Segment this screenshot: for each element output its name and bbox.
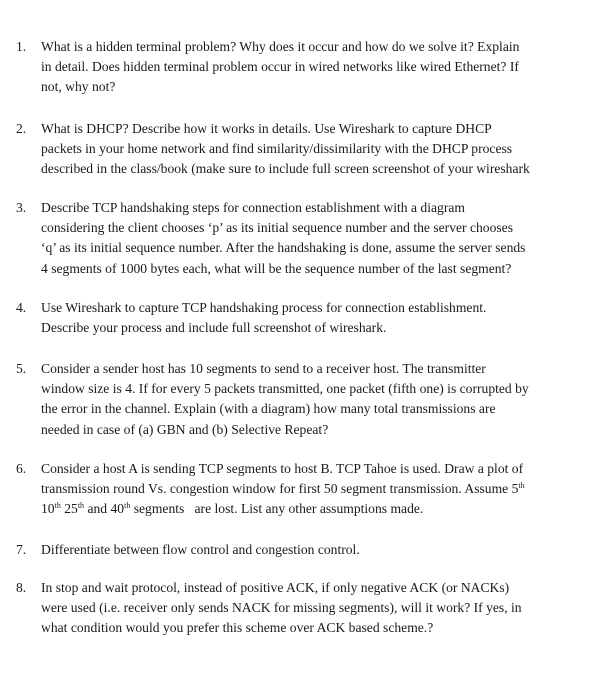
text-line: Describe TCP handshaking steps for connection establishment with a diagram	[41, 200, 465, 215]
superscript: th	[77, 501, 85, 511]
question-number: 6.	[16, 461, 27, 476]
text-line: Use Wireshark to capture TCP handshaking process for connection establishment.	[41, 300, 487, 315]
superscript: th	[124, 501, 131, 511]
question-text	[41, 37, 594, 98]
text-fragment: 25	[60, 501, 78, 517]
text-line: What is DHCP? Describe how it works in details. Use Wireshark to capture DHCP	[41, 121, 492, 136]
superscript: th	[518, 481, 525, 491]
text-line: What is a hidden terminal problem? Why does it occur and how do we solve it? Explain	[41, 39, 520, 54]
text-line: In stop and wait protocol, instead of positive ACK, if only negative ACK (or NACKs)	[41, 580, 510, 595]
text-line: considering the client chooses ‘p’ as its initial sequence number and the server chooses	[41, 220, 513, 236]
text-line: Consider a host A is sending TCP segments to host B. TCP Tahoe is used. Draw a plot of	[41, 461, 524, 476]
text-line: packets in your home network and find similarity/dissimilarity with the DHCP process	[41, 141, 513, 157]
question-number: 5.	[16, 361, 27, 376]
question-number: 8.	[16, 580, 27, 595]
text-line	[41, 479, 594, 499]
text-line	[41, 499, 594, 519]
text-fragment: transmission round Vs. congestion window for first 50 segment transmission. Assume 5	[41, 481, 519, 497]
text-fragment: 10	[41, 501, 55, 517]
question-number: 3.	[16, 200, 27, 215]
text-fragment: and 40	[84, 501, 125, 517]
text-line: not, why not?	[41, 79, 116, 95]
question-text	[41, 578, 594, 639]
question-number: 7.	[16, 542, 27, 557]
question-text	[41, 119, 594, 180]
text-line: in detail. Does hidden terminal problem occur in wired networks like wired Ethernet? If	[41, 59, 519, 75]
text-line: needed in case of (a) GBN and (b) Selective Repeat?	[41, 421, 329, 437]
question-text	[41, 459, 594, 520]
question-text	[41, 198, 594, 279]
text-line: Describe your process and include full screenshot of wireshark.	[41, 320, 387, 336]
text-line: window size is 4. If for every 5 packets transmitted, one packet (fifth one) is corrupted by	[41, 381, 529, 397]
question-text	[41, 359, 594, 440]
text-line: described in the class/book (make sure to include full screen screenshot of your wireshark	[41, 161, 530, 177]
text-line: the error in the channel. Explain (with a diagram) how many total transmissions are	[41, 401, 496, 417]
question-number: 1.	[16, 39, 27, 54]
superscript: th	[54, 501, 61, 511]
text-fragment: segments are lost. List any other assumptions made.	[130, 501, 424, 517]
text-line: were used (i.e. receiver only sends NACK for missing segments), will it work? If yes, in	[41, 600, 522, 616]
text-line: 4 segments of 1000 bytes each, what will be the sequence number of the last segment?	[41, 260, 512, 276]
question-number: 4.	[16, 300, 27, 315]
question-text	[41, 540, 594, 560]
question-text	[41, 298, 594, 338]
text-line: ‘q’ as its initial sequence number. After the handshaking is done, assume the server sends	[41, 240, 526, 256]
text-line: what condition would you prefer this scheme over ACK based scheme.?	[41, 620, 434, 636]
question-number: 2.	[16, 121, 27, 136]
text-line: Consider a sender host has 10 segments to send to a receiver host. The transmitter	[41, 361, 486, 376]
text-line: Differentiate between flow control and congestion control.	[41, 542, 360, 557]
